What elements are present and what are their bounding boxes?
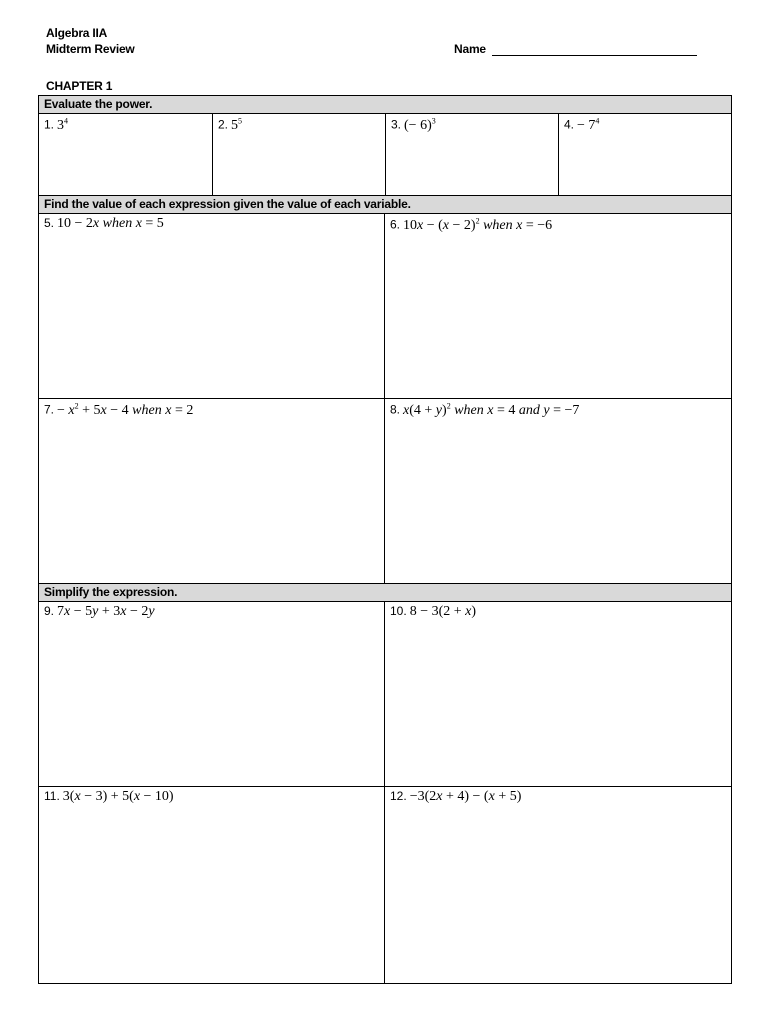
section-header-powers: Evaluate the power. [39, 96, 731, 114]
problem-expression: 3(x − 3) + 5(x − 10) [62, 789, 174, 804]
problem-cell[interactable] [39, 602, 385, 786]
problem-expression: $3^4$ [57, 116, 69, 133]
problem-number: 11. [44, 789, 60, 803]
problem-number: 9. [44, 604, 55, 618]
course-title: Algebra IIA [46, 26, 108, 40]
worksheet-table [38, 95, 732, 984]
problem-number: 12. [390, 789, 407, 803]
problem-expression: − $7^4$ [577, 116, 600, 133]
problem-cell[interactable] [213, 114, 386, 195]
problem-expression: 8 − 3(2 + x) [409, 604, 477, 619]
section-header-simplify: Simplify the expression. [39, 584, 731, 602]
problem-cell[interactable] [39, 114, 213, 195]
problem-expression: 10 − 2x when x = 5 [57, 216, 164, 231]
problem-expression: (− 6)$^3$ [404, 116, 436, 133]
review-subtitle: Midterm Review [46, 42, 135, 56]
section-header-evaluate: Find the value of each expression given the value of each variable. [39, 196, 731, 214]
problem-cell[interactable] [39, 399, 385, 583]
problem-number: 6. [390, 217, 401, 232]
problem-cell[interactable] [39, 214, 385, 398]
problem-number: 10. [390, 604, 407, 618]
name-field[interactable] [454, 42, 697, 56]
problem-number: 4. [564, 117, 575, 132]
problem-number: 1. [44, 117, 55, 132]
problem-row [39, 399, 731, 584]
problem-cell[interactable] [559, 114, 731, 195]
problem-number: 2. [218, 117, 229, 132]
problem-cell[interactable] [385, 787, 731, 983]
name-label: Name [454, 42, 486, 56]
problem-row [39, 602, 731, 787]
name-blank-line[interactable] [492, 43, 697, 56]
problem-expression: 7x − 5y + 3x − 2y [57, 604, 155, 619]
problem-cell[interactable] [385, 399, 731, 583]
problem-expression: $5^5$ [231, 116, 243, 133]
problem-number: 7. [44, 402, 55, 417]
problem-expression: −3(2x + 4) − (x + 5) [409, 789, 522, 804]
problem-row [39, 214, 731, 399]
problem-number: 5. [44, 216, 55, 230]
problem-expression: − $x^2 + 5x - 4$ when x = 2 [57, 401, 194, 418]
problem-cell[interactable] [39, 787, 385, 983]
problem-cell[interactable] [386, 114, 559, 195]
problem-expression: $x(4 + y)^2$ when x = 4 and y = −7 [403, 401, 580, 418]
problem-row [39, 787, 731, 983]
problem-number: 8. [390, 402, 401, 417]
problem-cell[interactable] [385, 214, 731, 398]
problem-number: 3. [391, 117, 402, 132]
chapter-heading: CHAPTER 1 [46, 79, 113, 93]
problem-row [39, 114, 731, 196]
problem-expression: $10x - (x - 2)^2$ when x = −6 [403, 216, 553, 233]
problem-cell[interactable] [385, 602, 731, 786]
